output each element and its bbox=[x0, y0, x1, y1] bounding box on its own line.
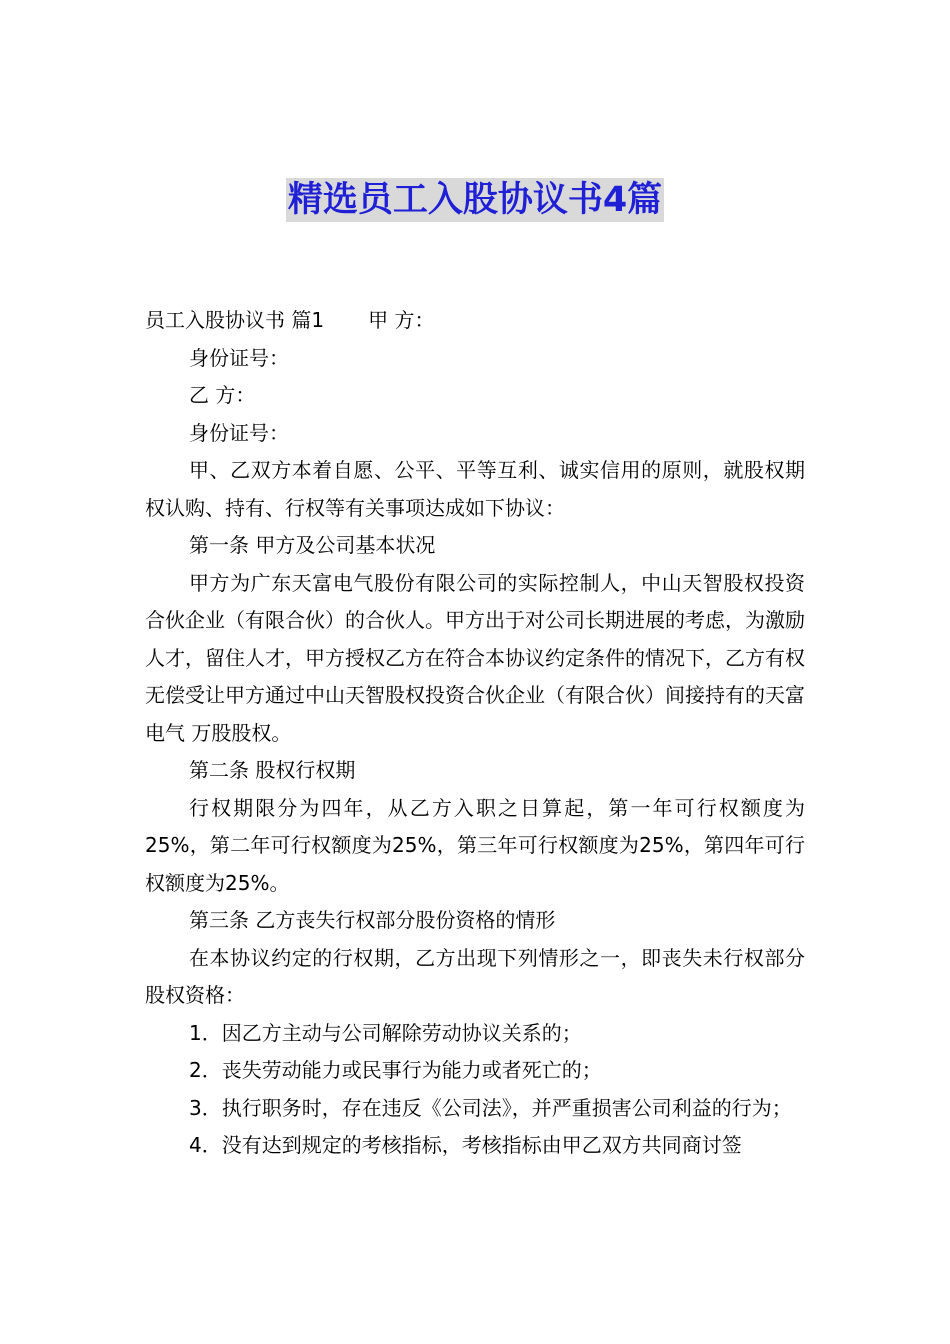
article-1-heading: 第一条 甲方及公司基本状况 bbox=[189, 533, 436, 557]
agreement-preamble: 甲、乙双方本着自愿、公平、平等互利、诚实信用的原则，就股权期权认购、持有、行权等有关事项达成如下协议： bbox=[145, 458, 805, 520]
list-item-4: 4．没有达到规定的考核指标，考核指标由甲乙双方共同商讨签 bbox=[189, 1133, 742, 1157]
party-a-label: 甲 方： bbox=[368, 308, 435, 332]
section-heading-line bbox=[145, 302, 805, 340]
article-2-heading: 第二条 股权行权期 bbox=[189, 758, 356, 782]
article-3-body: 在本协议约定的行权期，乙方出现下列情形之一，即丧失未行权部分股权资格： bbox=[145, 945, 805, 1007]
list-item-3: 3．执行职务时，存在违反《公司法》，并严重损害公司利益的行为； bbox=[189, 1095, 792, 1120]
article-2-body: 行权期限分为四年，从乙方入职之日算起，第一年可行权额度为25%，第二年可行权额度为25%，第三年可行权额度为25%，第四年可行权额度为25%。 bbox=[145, 795, 805, 895]
id-number-a: 身份证号： bbox=[189, 345, 289, 370]
document-body bbox=[145, 302, 805, 1165]
document-title: 精选员工入股协议书4篇 bbox=[287, 180, 663, 220]
title-container bbox=[0, 178, 950, 222]
list-item-1: 1．因乙方主动与公司解除劳动协议关系的； bbox=[189, 1020, 582, 1045]
article-3-heading: 第三条 乙方丧失行权部分股份资格的情形 bbox=[189, 908, 556, 932]
id-number-b: 身份证号： bbox=[189, 420, 289, 445]
party-b-label: 乙 方： bbox=[189, 383, 256, 407]
list-item-2: 2．丧失劳动能力或民事行为能力或者死亡的； bbox=[189, 1058, 602, 1082]
article-1-body: 甲方为广东天富电气股份有限公司的实际控制人，中山天智股权投资合伙企业（有限合伙）的合伙人。甲方出于对公司长期进展的考虑，为激励人才，留住人才，甲方授权乙方在符合本协议约定条件的情况下，乙方有权无偿受让甲方通过中山天智股权投资合伙企业（有限合伙）间接持有的天富电气 万股股权。 bbox=[145, 570, 805, 745]
section-heading: 员工入股协议书 篇1 bbox=[145, 308, 325, 332]
